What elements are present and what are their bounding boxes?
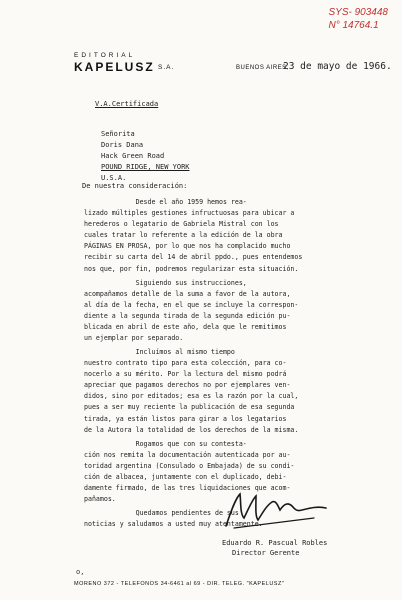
paragraph: Desde el año 1959 hemos rea- lizado múltiples gestiones infructuosas para ubicar a herederos o legatario de Gabriela Mistral con los cuales tratar lo referente a la edición de la obra PÁGINAS EN PROSA, por lo que nos ha complacido mucho recibir su carta del 14 de abril ppdo., pues entendemos nos que, por fin, podremos regularizar esta situación. xyxy=(84,198,303,273)
signer-title: Director Gerente xyxy=(232,549,300,557)
letter-date: 23 de mayo de 1966. xyxy=(283,61,392,72)
letterhead-suffix: S.A. xyxy=(158,64,175,71)
address-line: Doris Dana xyxy=(101,141,144,149)
letterhead-footer: MORENO 372 - TELEFONOS 34-6461 al 69 - DIR. TELEG. "KAPELUSZ" xyxy=(74,581,285,587)
catalog-number: N° 14764.1 xyxy=(328,20,379,31)
address-line: Hack Green Road xyxy=(101,152,165,160)
catalog-code: SYS- 903448 xyxy=(328,7,388,18)
address-line: Señorita xyxy=(101,130,135,138)
letterhead-city: BUENOS AIRES, xyxy=(236,65,289,71)
footer-mark: o, xyxy=(76,568,85,576)
archive-catalog-stamp xyxy=(329,6,389,32)
address-line: POUND RIDGE, NEW YORK xyxy=(101,163,190,171)
paragraph: Quedamos pendientes de sus noticias y saludamos a usted muy atentamente. xyxy=(84,509,263,529)
address-line: U.S.A. xyxy=(101,174,127,182)
certified-mail-note: V.A.Certificada xyxy=(95,100,159,108)
salutation: De nuestra consideración: xyxy=(82,182,188,190)
letterhead-brand: KAPELUSZ xyxy=(74,60,155,74)
paragraph: Siguiendo sus instrucciones, acompañamos detalle de la suma a favor de la autora, al día de la fecha, en el que se incluye la correspon- diente a la segunda tirada de la segunda edición pu- blicada en abril de este año, dela que le remitimos un ejemplar por separado. xyxy=(84,279,299,343)
signer-name: Eduardo R. Pascual Robles xyxy=(222,539,328,547)
paragraph: Incluímos al mismo tiempo nuestro contrato tipo para esta colección, para co- nocerlo a su mérito. Por la lectura del mismo podrá apreciar que pagamos derechos no por ejemplares ven- didos, sino por editados; esa es la razón por la cual, pues a ser muy reciente la publicación de esa segunda tirada, ya están listos para girar a los legatarios de la Autora la totalidad de los derechos de la misma. xyxy=(84,348,299,434)
paragraph: Rogamos que con su contesta- ción nos remita la documentación autenticada por au- toridad argentina (Consulado o Embajada) de su condi- ción de albacea, juntamente con el duplicado, debi- damente firmado, de las tres liquidaciones que acom- pañamos. xyxy=(84,440,295,504)
letterhead-top: EDITORIAL xyxy=(74,52,136,59)
handwritten-signature xyxy=(222,488,332,532)
